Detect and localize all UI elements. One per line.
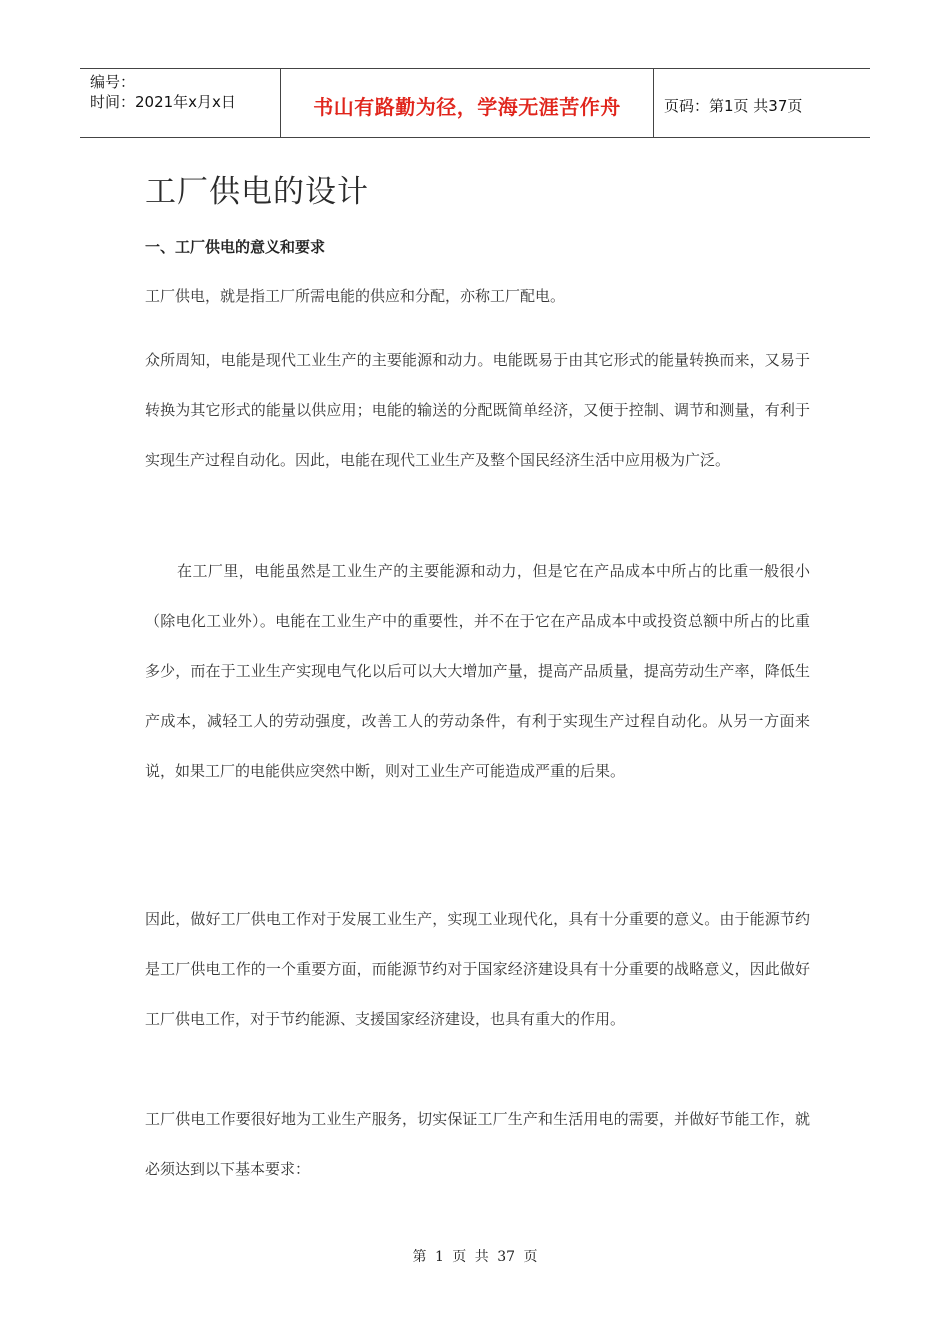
paragraph-3: 在工厂里，电能虽然是工业生产的主要能源和动力，但是它在产品成本中所占的比重一般很小（除电化工业外）。电能在工业生产中的重要性，并不在于它在产品成本中或投资总额中所占的比重多少，而在于工业生产实现电气化以后可以大大增加产量，提高产品质量，提高劳动生产率，降低生产成本，减轻工人的劳动强度，改善工人的劳动条件，有利于实现生产过程自动化。从另一方面来说，如果工厂的电能供应突然中断，则对工业生产可能造成严重的后果。	[145, 562, 810, 780]
time-label: 时间：2021年x月x日	[90, 93, 236, 111]
header-meta-cell	[80, 69, 281, 137]
paragraph-2: 众所周知，电能是现代工业生产的主要能源和动力。电能既易于由其它形式的能量转换而来，又易于转换为其它形式的能量以供应用；电能的输送的分配既简单经济，又便于控制、调节和测量，有利于实现生产过程自动化。因此，电能在现代工业生产及整个国民经济生活中应用极为广泛。	[145, 351, 810, 469]
page-info: 页码：第1页 共37页	[664, 96, 803, 115]
paragraph-4: 因此，做好工厂供电工作对于发展工业生产，实现工业现代化，具有十分重要的意义。由于能源节约是工厂供电工作的一个重要方面，而能源节约对于国家经济建设具有十分重要的战略意义，因此做好工厂供电工作，对于节约能源、支援国家经济建设，也具有重大的作用。	[145, 910, 810, 1028]
section-heading: 一、工厂供电的意义和要求	[145, 238, 326, 256]
motto: 书山有路勤为径，学海无涯苦作舟	[281, 69, 654, 137]
page-footer: 第 1 页 共 37 页	[412, 1249, 538, 1265]
code-label: 编号：	[90, 73, 136, 91]
document-title: 工厂供电的设计	[145, 174, 369, 210]
paragraph-5: 工厂供电工作要很好地为工业生产服务，切实保证工厂生产和生活用电的需要，并做好节能工作，就必须达到以下基本要求：	[145, 1110, 810, 1178]
paragraph-1: 工厂供电，就是指工厂所需电能的供应和分配，亦称工厂配电。	[145, 287, 566, 305]
header-table	[80, 68, 870, 138]
